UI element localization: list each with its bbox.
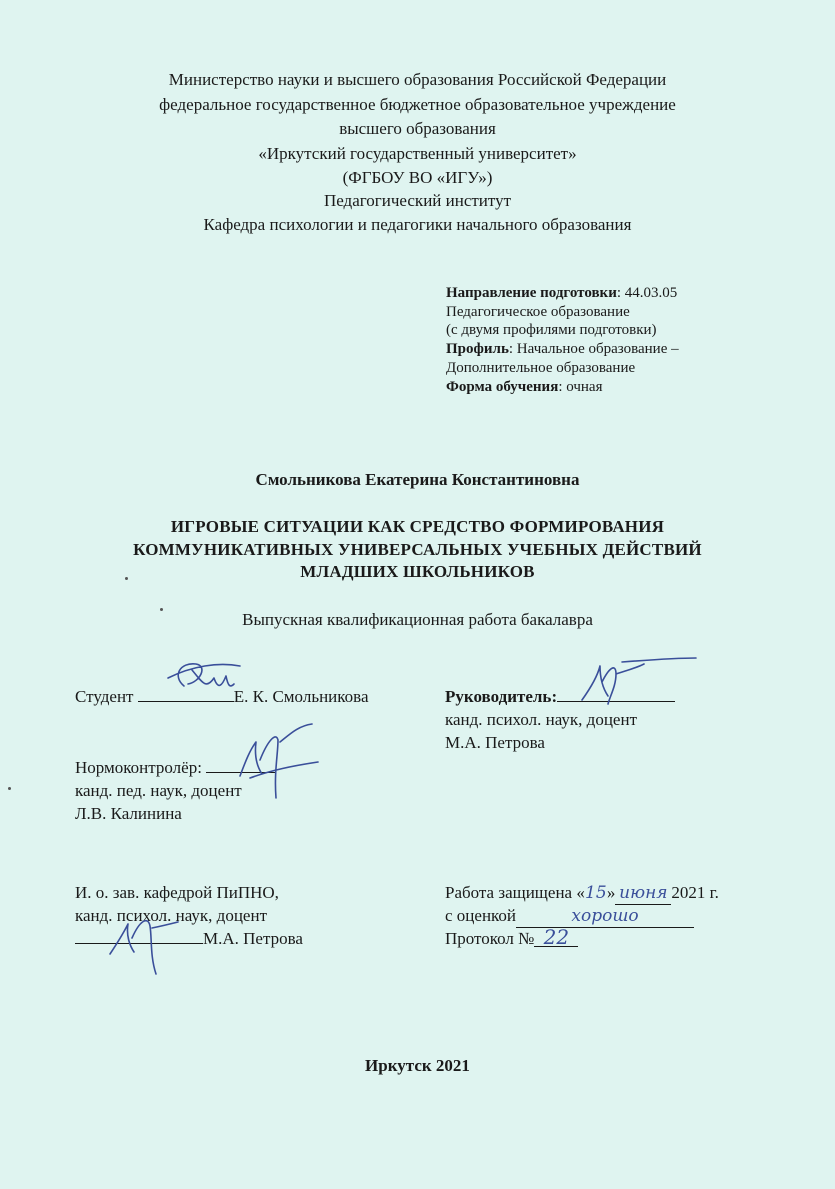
grade-row bbox=[445, 905, 694, 928]
university-name: «Иркутский государственный университет» bbox=[258, 144, 577, 163]
thesis-type: Выпускная квалификационная работа бакалавра bbox=[242, 610, 593, 629]
author-name: Смольникова Екатерина Константиновна bbox=[255, 470, 580, 489]
scan-speck bbox=[125, 577, 128, 580]
defended-month: июня bbox=[615, 883, 671, 905]
supervisor-colon: : bbox=[551, 687, 558, 706]
profile-line bbox=[446, 340, 679, 358]
head-line-1: И. о. зав. кафедрой ПиПНО, bbox=[75, 883, 279, 902]
head-signature bbox=[104, 898, 194, 978]
direction-line bbox=[446, 284, 677, 302]
scan-speck bbox=[160, 608, 163, 611]
supervisor-name: М.А. Петрова bbox=[445, 733, 545, 752]
department-name: Кафедра психологии и педагогики начального образования bbox=[203, 215, 632, 234]
city-year: Иркутск 2021 bbox=[365, 1056, 470, 1075]
study-form-label: Форма обучения bbox=[446, 379, 559, 395]
defended-year: 2021 г. bbox=[671, 883, 719, 902]
direction-line-2: Педагогическое образование bbox=[446, 304, 630, 320]
normcontrol-signature bbox=[232, 720, 322, 810]
protocol-row bbox=[445, 925, 578, 949]
grade-label: с оценкой bbox=[445, 906, 517, 925]
study-form-line bbox=[446, 378, 602, 396]
direction-value: : 44.03.05 bbox=[616, 285, 678, 301]
defended-mid: » bbox=[606, 883, 616, 902]
profile-label: Профиль bbox=[446, 341, 509, 357]
study-form-value: : очная bbox=[558, 379, 603, 395]
head-line-2: канд. психол. наук, доцент bbox=[75, 906, 268, 925]
protocol-number: 22 bbox=[534, 928, 578, 947]
thesis-title-line-2: КОММУНИКАТИВНЫХ УНИВЕРСАЛЬНЫХ УЧЕБНЫХ ДЕЙСТВИЙ bbox=[133, 540, 702, 559]
defended-prefix: Работа защищена « bbox=[445, 883, 585, 902]
defended-day: 15 bbox=[585, 883, 607, 903]
profile-value: : Начальное образование – bbox=[508, 341, 679, 357]
protocol-label: Протокол № bbox=[445, 929, 535, 948]
head-name: М.А. Петрова bbox=[203, 929, 303, 948]
profile-line-2: Дополнительное образование bbox=[446, 360, 636, 376]
student-name: Е. К. Смольникова bbox=[233, 687, 369, 706]
university-abbr: (ФГБОУ ВО «ИГУ») bbox=[342, 168, 493, 187]
thesis-title-line-1: ИГРОВЫЕ СИТУАЦИИ КАК СРЕДСТВО ФОРМИРОВАНИЯ bbox=[170, 517, 665, 536]
normcontrol-degree: канд. пед. наук, доцент bbox=[75, 781, 242, 800]
thesis-title-line-3: МЛАДШИХ ШКОЛЬНИКОВ bbox=[300, 562, 535, 581]
scan-speck bbox=[8, 787, 11, 790]
institute-name: Педагогический институт bbox=[323, 191, 512, 210]
student-label: Студент bbox=[75, 687, 134, 706]
supervisor-label: Руководитель bbox=[445, 687, 552, 706]
normcontrol-name: Л.В. Калинина bbox=[75, 804, 182, 823]
direction-label: Направление подготовки bbox=[446, 285, 617, 301]
institution-type-line: федеральное государственное бюджетное образовательное учреждение bbox=[159, 95, 676, 114]
grade-value: хорошо bbox=[516, 906, 694, 928]
defended-row bbox=[445, 882, 719, 905]
education-level-line: высшего образования bbox=[339, 119, 496, 138]
supervisor-degree: канд. психол. наук, доцент bbox=[445, 710, 638, 729]
student-signature bbox=[162, 656, 242, 706]
ministry-line: Министерство науки и высшего образования Российской Федерации bbox=[168, 70, 667, 89]
direction-line-3: (с двумя профилями подготовки) bbox=[446, 322, 657, 338]
normcontrol-label: Нормоконтролёр: bbox=[75, 758, 202, 777]
supervisor-signature bbox=[578, 656, 698, 708]
